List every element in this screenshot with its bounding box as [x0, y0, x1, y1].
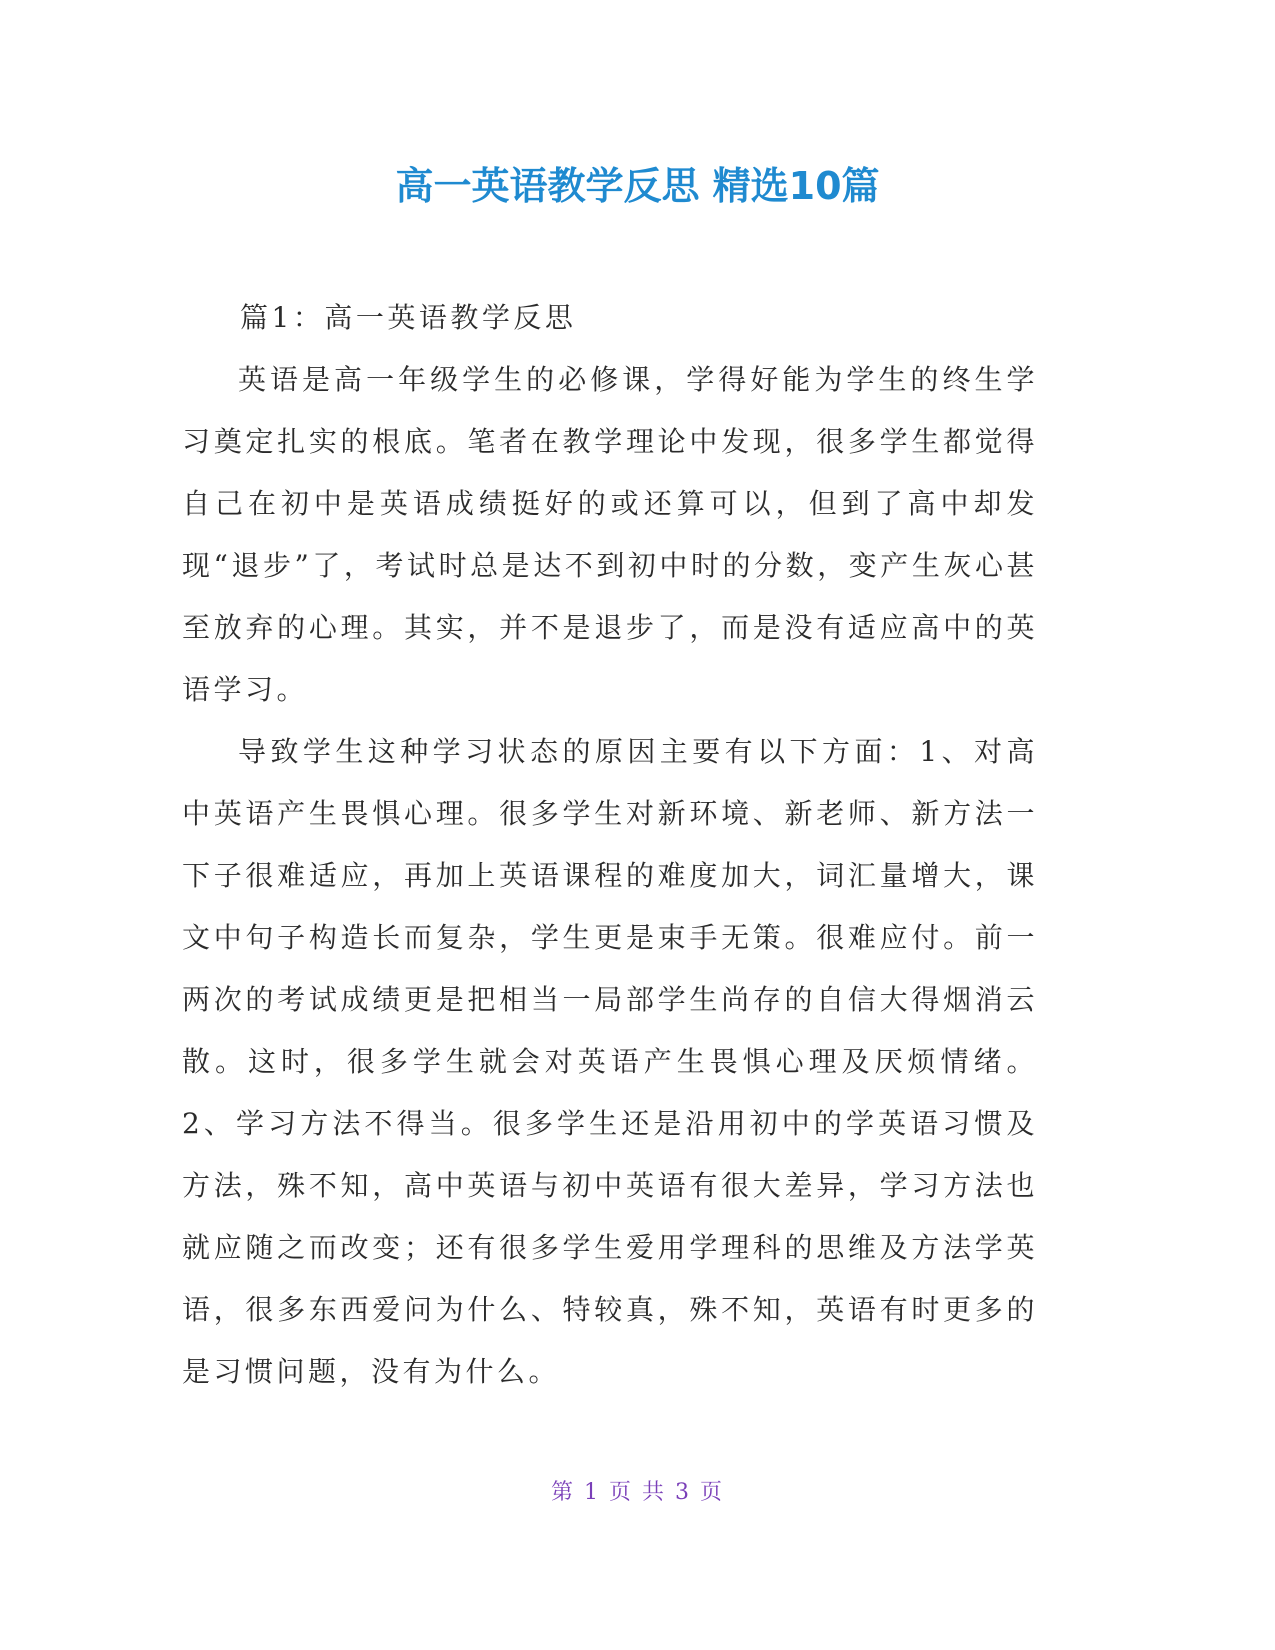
page-number-footer: 第 1 页 共 3 页 [551, 1480, 724, 1505]
document-body [182, 287, 1038, 1403]
paragraph-2: 导致学生这种学习状态的原因主要有以下方面：1、对高中英语产生畏惧心理。很多学生对新环境、新老师、新方法一下子很难适应，再加上英语课程的难度加大，词汇量增大，课文中句子构造长而复杂，学生更是束手无策。很难应付。前一两次的考试成绩更是把相当一局部学生尚存的自信大得烟消云散。这时，很多学生就会对英语产生畏惧心理及厌烦情绪。2、学习方法不得当。很多学生还是沿用初中的学英语习惯及方法，殊不知，高中英语与初中英语有很大差异，学习方法也就应随之而改变；还有很多学生爱用学理科的思维及方法学英语，很多东西爱问为什么、特较真，殊不知，英语有时更多的是习惯问题，没有为什么。 [182, 735, 1038, 1388]
document-title: 高一英语教学反思 精选10篇 [395, 164, 880, 208]
section-heading: 篇1：高一英语教学反思 [240, 301, 577, 334]
paragraph-1: 英语是高一年级学生的必修课，学得好能为学生的终生学习奠定扎实的根底。笔者在教学理论中发现，很多学生都觉得自己在初中是英语成绩挺好的或还算可以，但到了高中却发现“退步”了，考试时总是达不到初中时的分数，变产生灰心甚至放弃的心理。其实，并不是退步了，而是没有适应高中的英语学习。 [182, 363, 1038, 706]
